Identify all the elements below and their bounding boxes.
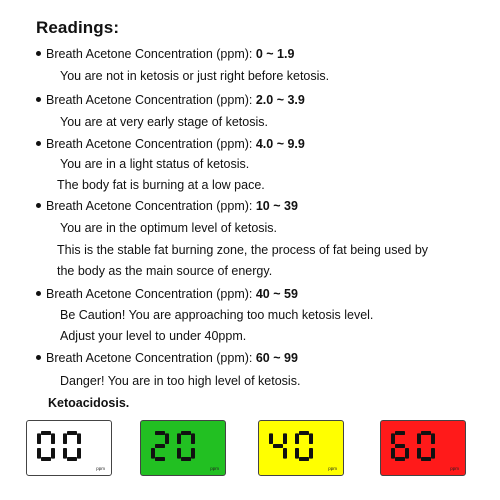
- ppm-display-red: [380, 420, 466, 476]
- reading-label: Breath Acetone Concentration (ppm):: [46, 351, 256, 365]
- reading-range: 10 ~ 39: [255, 199, 298, 213]
- ketoacidosis-label: Ketoacidosis.: [48, 396, 130, 410]
- digit-segment: [181, 431, 191, 435]
- readings-heading: Readings:: [36, 18, 120, 37]
- digit-segment: [181, 457, 191, 461]
- digit-segment: [191, 433, 195, 444]
- reading-label: Breath Acetone Concentration (ppm):: [46, 93, 256, 107]
- digit-segment: [67, 457, 77, 461]
- digit-segment: [67, 431, 77, 435]
- bullet-icon: [36, 355, 41, 360]
- digit-segment: [63, 433, 67, 444]
- digit-segment: [405, 448, 409, 459]
- digit-segment: [431, 433, 435, 444]
- digit-segment: [177, 448, 181, 459]
- digit-segment: [273, 444, 283, 448]
- ppm-display-green: [140, 420, 226, 476]
- reading-description: You are in a light status of ketosis.: [60, 157, 250, 171]
- reading-label: Breath Acetone Concentration (ppm):: [46, 199, 256, 213]
- digit-segment: [395, 444, 405, 448]
- ppm-display-white: [26, 420, 112, 476]
- digit-segment: [417, 448, 421, 459]
- bullet-icon: [36, 141, 41, 146]
- reading-description: Be Caution! You are approaching too much ketosis level.: [60, 308, 374, 322]
- digit-segment: [395, 431, 405, 435]
- reading-description: You are at very early stage of ketosis.: [60, 115, 268, 129]
- digit-segment: [51, 448, 55, 459]
- ppm-unit: ppm: [96, 466, 105, 471]
- bullet-icon: [36, 51, 41, 56]
- reading-description: Adjust your level to under 40ppm.: [60, 329, 247, 343]
- digit-segment: [421, 431, 431, 435]
- digit-segment: [309, 433, 313, 444]
- digit-segment: [269, 433, 273, 444]
- digit-segment: [41, 457, 51, 461]
- digit-segment: [155, 444, 165, 448]
- reading-description: Danger! You are in too high level of ketosis.: [60, 374, 301, 388]
- digit-segment: [51, 433, 55, 444]
- digit-segment: [309, 448, 313, 459]
- digit-segment: [165, 433, 169, 444]
- digit-segment: [395, 457, 405, 461]
- digit-segment: [37, 433, 41, 444]
- reading-label: Breath Acetone Concentration (ppm):: [46, 287, 256, 301]
- digit-segment: [283, 433, 287, 444]
- reading-title: [36, 286, 298, 302]
- digit-segment: [391, 433, 395, 444]
- ppm-unit: ppm: [450, 466, 459, 471]
- digit-segment: [155, 431, 165, 435]
- reading-range: 60 ~ 99: [255, 351, 298, 365]
- digit-segment: [299, 457, 309, 461]
- reading-range: 40 ~ 59: [255, 287, 298, 301]
- digit-segment: [191, 448, 195, 459]
- ppm-unit: ppm: [210, 466, 219, 471]
- ppm-display-yellow: [258, 420, 344, 476]
- reading-title: [36, 136, 305, 152]
- reading-description: You are in the optimum level of ketosis.: [60, 221, 278, 235]
- reading-range: 2.0 ~ 3.9: [255, 93, 305, 107]
- digit-segment: [283, 448, 287, 459]
- digit-segment: [63, 448, 67, 459]
- digit-segment: [41, 431, 51, 435]
- reading-range: 0 ~ 1.9: [255, 47, 295, 61]
- digit-segment: [431, 448, 435, 459]
- digit-segment: [151, 448, 155, 459]
- digit-segment: [37, 448, 41, 459]
- digit-segment: [295, 448, 299, 459]
- digit-segment: [295, 433, 299, 444]
- reading-description: This is the stable fat burning zone, the process of fat being used by: [57, 243, 429, 257]
- digit-segment: [177, 433, 181, 444]
- reading-title: [36, 46, 294, 62]
- reading-description: You are not in ketosis or just right before ketosis.: [60, 69, 330, 83]
- reading-description: The body fat is burning at a low pace.: [57, 178, 265, 192]
- bullet-icon: [36, 97, 41, 102]
- digit-segment: [77, 448, 81, 459]
- reading-range: 4.0 ~ 9.9: [255, 137, 305, 151]
- bullet-icon: [36, 291, 41, 296]
- digit-segment: [77, 433, 81, 444]
- bullet-icon: [36, 203, 41, 208]
- digit-segment: [417, 433, 421, 444]
- digit-segment: [299, 431, 309, 435]
- reading-description: the body as the main source of energy.: [57, 264, 273, 278]
- reading-title: [36, 92, 305, 108]
- reading-label: Breath Acetone Concentration (ppm):: [46, 137, 256, 151]
- reading-title: [36, 350, 298, 366]
- reading-title: [36, 198, 298, 214]
- digit-segment: [421, 457, 431, 461]
- ppm-unit: ppm: [328, 466, 337, 471]
- digit-segment: [391, 448, 395, 459]
- reading-label: Breath Acetone Concentration (ppm):: [46, 47, 256, 61]
- digit-segment: [155, 457, 165, 461]
